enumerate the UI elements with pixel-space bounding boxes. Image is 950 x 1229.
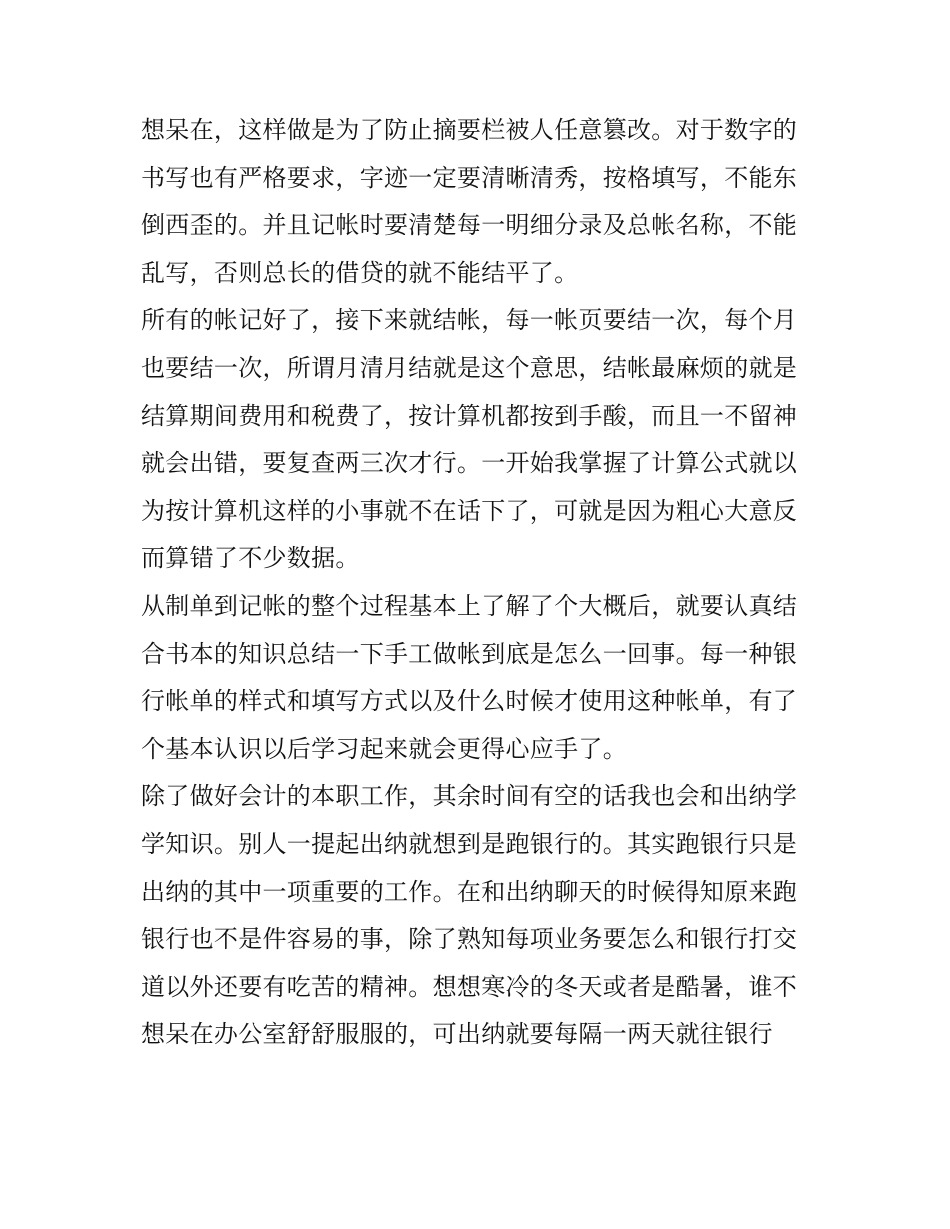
text-line: 就会出错，要复查两三次才行。一开始我掌握了计算公式就以 xyxy=(141,449,798,478)
text-line: 乱写，否则总长的借贷的就不能结平了。 xyxy=(141,258,579,287)
text-line: 书写也有严格要求，字迹一定要清晰清秀，按格填写，不能东 xyxy=(141,163,798,192)
text-line: 出纳的其中一项重要的工作。在和出纳聊天的时候得知原来跑 xyxy=(141,877,798,906)
text-line: 倒西歪的。并且记帐时要清楚每一明细分录及总帐名称，不能 xyxy=(141,211,798,240)
text-line: 也要结一次，所谓月清月结就是这个意思，结帐最麻烦的就是 xyxy=(141,353,798,382)
text-line: 学知识。别人一提起出纳就想到是跑银行的。其实跑银行只是 xyxy=(141,829,798,858)
text-line: 行帐单的样式和填写方式以及什么时候才使用这种帐单，有了 xyxy=(141,687,798,716)
text-line: 道以外还要有吃苦的精神。想想寒冷的冬天或者是酷暑，谁不 xyxy=(141,972,798,1001)
text-line: 从制单到记帐的整个过程基本上了解了个大概后，就要认真结 xyxy=(141,591,798,620)
body-text xyxy=(141,107,821,1059)
text-line: 想呆在办公室舒舒服服的，可出纳就要每隔一两天就往银行 xyxy=(141,1020,773,1049)
text-line: 结算期间费用和税费了，按计算机都按到手酸，而且一不留神 xyxy=(141,401,798,430)
text-line: 个基本认识以后学习起来就会更得心应手了。 xyxy=(141,734,627,763)
text-line: 合书本的知识总结一下手工做帐到底是怎么一回事。每一种银 xyxy=(141,639,798,668)
text-line: 想呆在，这样做是为了防止摘要栏被人任意篡改。对于数字的 xyxy=(141,116,798,144)
text-line: 除了做好会计的本职工作，其余时间有空的话我也会和出纳学 xyxy=(141,782,798,811)
text-line: 为按计算机这样的小事就不在话下了，可就是因为粗心大意反 xyxy=(141,496,798,525)
text-line: 所有的帐记好了，接下来就结帐，每一帐页要结一次，每个月 xyxy=(141,306,798,335)
text-line: 而算错了不少数据。 xyxy=(141,544,360,573)
text-line: 银行也不是件容易的事，除了熟知每项业务要怎么和银行打交 xyxy=(141,925,798,954)
